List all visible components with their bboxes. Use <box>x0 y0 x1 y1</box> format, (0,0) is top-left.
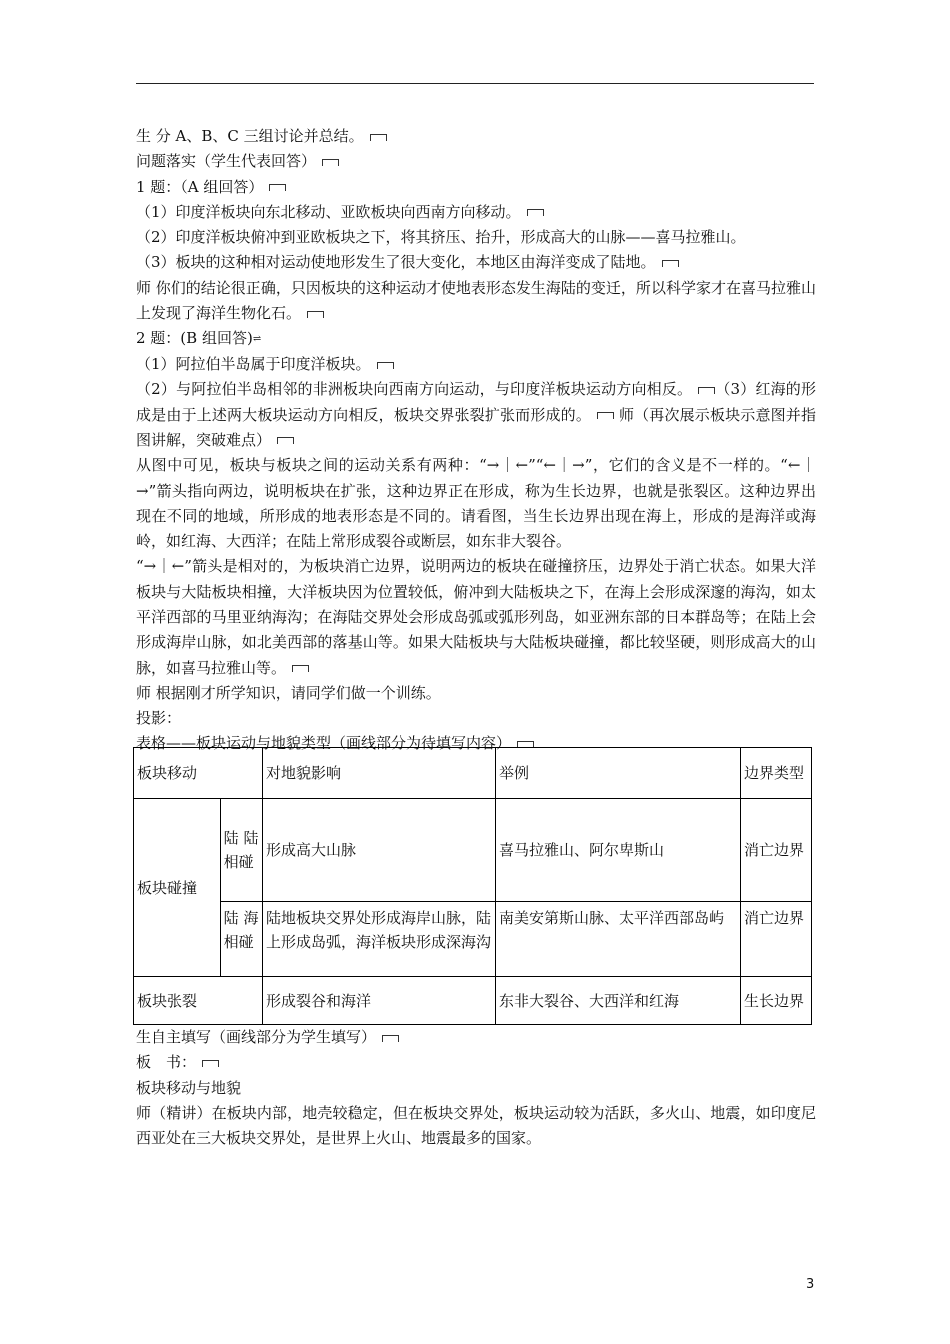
cell-collision: 板块碰撞 <box>134 799 221 977</box>
text-line: 板块移动与地貌 <box>136 1078 242 1097</box>
cell-effect: 陆地板块交界处形成海岸山脉，陆上形成岛弧，海洋板块形成深海沟 <box>263 902 496 977</box>
text-line: 问题落实（学生代表回答） <box>136 149 816 174</box>
text-line: （1）印度洋板块向东北移动、亚欧板块向西南方向移动。 <box>136 200 816 225</box>
cell-rift: 板块张裂 <box>134 977 263 1025</box>
header-rule <box>136 83 814 84</box>
cell-sub1: 陆 陆相碰 <box>220 799 262 902</box>
cell-effect: 形成高大山脉 <box>263 799 496 902</box>
cell-example: 南美安第斯山脉、太平洋西部岛屿 <box>496 902 741 977</box>
text-line: “→｜←”箭头是相对的，为板块消亡边界，说明两边的板块在碰撞挤压，边界处于消亡状态。如果大洋板块与大陆板块相撞，大洋板块因为位置较低，俯冲到大陆板块之下，在海上会形成深邃的海沟，如太平洋西部的马里亚纳海沟；在海陆交界处会形成岛弧或弧形列岛，如亚洲东部的日本群岛等；在陆上会形成海岸山脉，如北美西部的落基山等。如果大陆板块与大陆板块碰撞，都比较坚硬，则形成高大的山脉，如喜马拉雅山等。 <box>136 557 816 677</box>
cell-effect: 形成裂谷和海洋 <box>263 977 496 1025</box>
cell-boundary: 消亡边界 <box>741 902 812 977</box>
text-line: 从图中可见，板块与板块之间的运动关系有两种：“→｜←”“←｜→”，它们的含义是不一样的。“←｜→”箭头指向两边，说明板块在扩张，这种边界正在形成，称为生长边界，也就是张裂区。这种边界出现在不同的地域，所形成的地表形态是不同的。请看图，当生长边界出现在海上，形成的是海洋或海岭，如红海、大西洋；在陆上常形成裂谷或断层，如东非大裂谷。 <box>136 456 816 551</box>
cell-example: 喜马拉雅山、阿尔卑斯山 <box>496 799 741 902</box>
text-line: 2 题：(B 组回答)⇌ <box>136 329 262 348</box>
after-text <box>136 1025 816 1151</box>
text-line: （3）板块的这种相对运动使地形发生了很大变化，本地区由海洋变成了陆地。 <box>136 250 816 275</box>
text-line: 表格——板块运动与地貌类型（画线部分为待填写内容） <box>136 731 816 756</box>
header-cell: 板块移动 <box>134 748 263 799</box>
header-cell: 对地貌影响 <box>263 748 496 799</box>
landform-table <box>133 747 812 1025</box>
cell-sub2: 陆 海相碰 <box>220 902 262 977</box>
text-line: 生自主填写（画线部分为学生填写） <box>136 1025 816 1050</box>
text-line: （2）印度洋板块俯冲到亚欧板块之下，将其挤压、抬升，形成高大的山脉——喜马拉雅山。 <box>136 228 746 247</box>
cell-example: 东非大裂谷、大西洋和红海 <box>496 977 741 1025</box>
page-number: 3 <box>806 1277 815 1292</box>
header-cell: 举例 <box>496 748 741 799</box>
text-line: 师（精讲）在板块内部，地壳较稳定，但在板块交界处，板块运动较为活跃，多火山、地震，如印度尼西亚处在三大板块交界处，是世界上火山、地震最多的国家。 <box>136 1103 816 1148</box>
text-line: 生 分 A、B、C 三组讨论并总结。 <box>136 124 816 149</box>
text-line: 板 书： <box>136 1050 816 1075</box>
text-line: 1 题：（A 组回答） <box>136 175 816 200</box>
header-cell: 边界类型 <box>741 748 812 799</box>
cell-boundary: 生长边界 <box>741 977 812 1025</box>
text-line: （2）与阿拉伯半岛相邻的非洲板块向西南方向运动，与印度洋板块运动方向相反。 （3）红海的形成是由于上述两大板块运动方向相反，板块交界张裂扩张而形成的。 师（再次展示板块示意图并指图讲解，突破难点） <box>136 380 816 449</box>
text-line: （1）阿拉伯半岛属于印度洋板块。 <box>136 352 816 377</box>
body-text <box>136 124 816 757</box>
text-line: 师 你们的结论很正确，只因板块的这种运动才使地表形态发生海陆的变迁，所以科学家才在喜马拉雅山上发现了海洋生物化石。 <box>136 278 816 323</box>
cell-boundary: 消亡边界 <box>741 799 812 902</box>
text-line: 投影： <box>136 709 182 728</box>
text-line: 师 根据刚才所学知识，请同学们做一个训练。 <box>136 683 441 702</box>
